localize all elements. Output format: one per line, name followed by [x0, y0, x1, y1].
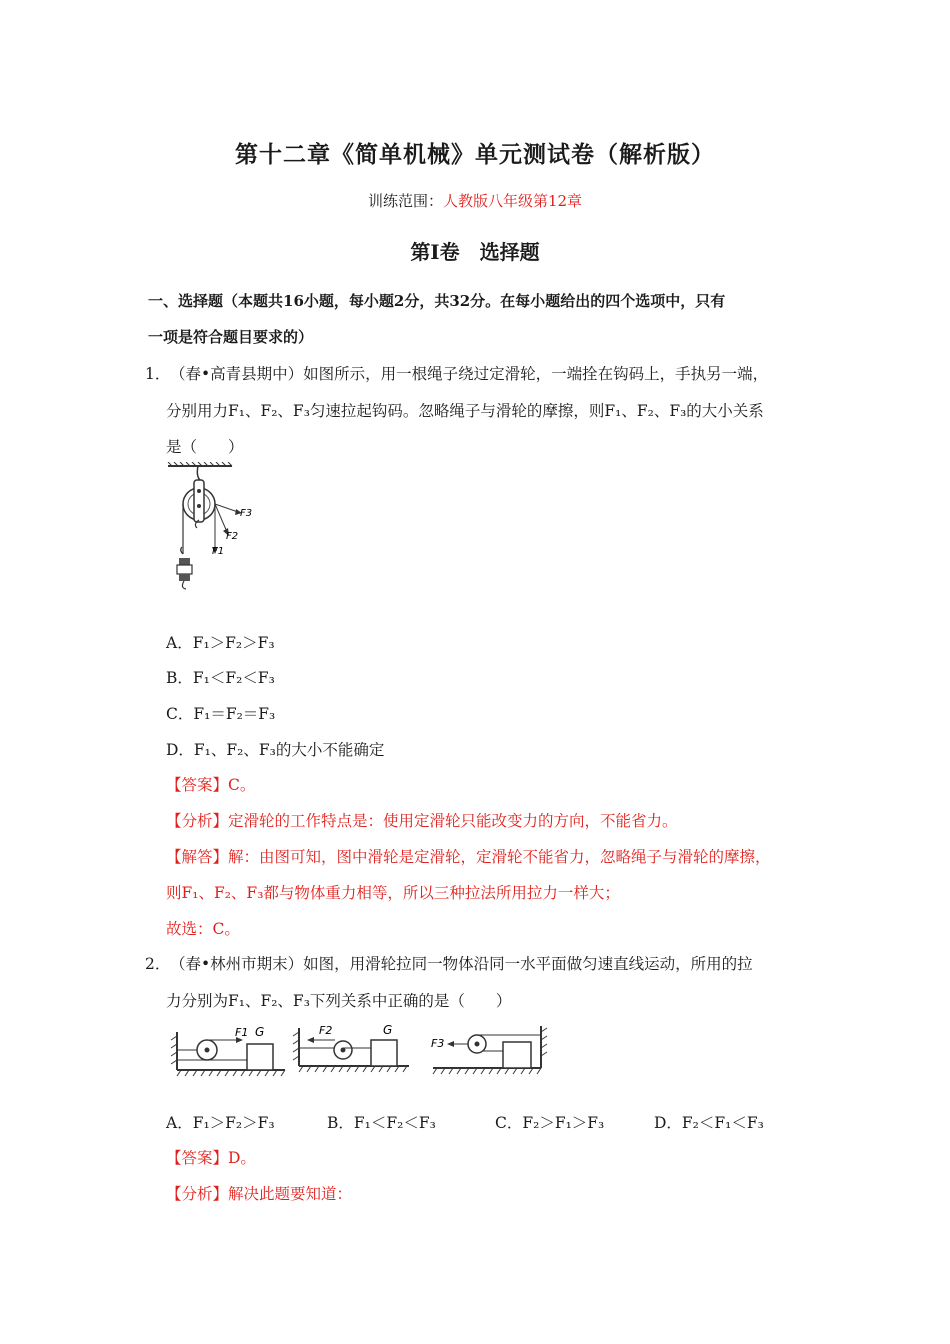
q2-option-c: C．F₂＞F₁＞F₃: [495, 1114, 605, 1132]
q1-stem-line2: 分别用力F₁、F₂、F₃匀速拉起钩码。忽略绳子与滑轮的摩擦，则F₁、F₂、F₃的大小关系: [166, 402, 764, 420]
q2-stem-line2: 力分别为F₁、F₂、F₃下列关系中正确的是（ ）: [166, 992, 512, 1010]
part-title: 第Ⅰ卷 选择题: [410, 240, 540, 264]
q1-option-c: C．F₁＝F₂＝F₃: [166, 705, 276, 723]
q1-answer: 【答案】C。: [166, 776, 256, 794]
q1-analysis: 【分析】定滑轮的工作特点是：使用定滑轮只能改变力的方向，不能省力。: [166, 812, 678, 830]
q1-solution-line2: 则F₁、F₂、F₃都与物体重力相等，所以三种拉法所用拉力一样大；: [166, 884, 620, 902]
q1-conclusion: 故选：C。: [166, 920, 240, 938]
q2-fig3-label-f3: F3: [431, 1037, 445, 1050]
range-value: 人教版八年级第12章: [442, 192, 583, 210]
q2-fig1-label-g: G: [255, 1025, 265, 1039]
q1-stem-line1: （春•高青县期中）如图所示，用一根绳子绕过定滑轮，一端拴在钩码上，手执另一端，: [170, 365, 769, 383]
q2-option-d: D．F₂＜F₁＜F₃: [654, 1114, 764, 1132]
range-label: 训练范围：: [367, 192, 443, 210]
q2-figure-1: [171, 1025, 285, 1076]
q1-label-f2: F2: [226, 531, 239, 542]
q2-figure-2: [293, 1023, 409, 1072]
q1-stem-line3: 是（ ）: [166, 438, 244, 456]
q2-number: 2．: [145, 955, 171, 973]
q2-figure-3: [431, 1026, 547, 1074]
q1-option-b: B．F₁＜F₂＜F₃: [166, 669, 275, 687]
q2-stem-line1: （春•林州市期末）如图，用滑轮拉同一物体沿同一水平面做匀速直线运动，所用的拉: [170, 955, 753, 973]
section-heading-line1: 一、选择题（本题共16小题，每小题2分，共32分。在每小题给出的四个选项中，只有: [148, 292, 726, 310]
q2-fig2-label-f2: F2: [319, 1024, 333, 1037]
q1-label-f1: F1: [212, 546, 225, 557]
q2-fig1-label-f1: F1: [235, 1026, 249, 1039]
q1-label-f3: F3: [240, 508, 253, 519]
q2-pulley-figures: [165, 1022, 555, 1078]
q2-answer: 【答案】D。: [166, 1149, 256, 1167]
document-title: 第十二章《简单机械》单元测试卷（解析版）: [235, 141, 715, 168]
q1-number: 1．: [145, 365, 171, 383]
q1-solution-line1: 【解答】解：由图可知，图中滑轮是定滑轮，定滑轮不能省力，忽略绳子与滑轮的摩擦，: [166, 848, 771, 866]
q1-fixed-pulley-figure: [160, 462, 260, 594]
q1-option-d: D．F₁、F₂、F₃的大小不能确定: [166, 741, 385, 759]
q2-option-b: B．F₁＜F₂＜F₃: [327, 1114, 436, 1132]
q1-option-a: A．F₁＞F₂＞F₃: [166, 634, 275, 652]
section-heading-line2: 一项是符合题目要求的）: [148, 328, 314, 346]
q2-analysis: 【分析】解决此题要知道：: [166, 1185, 353, 1203]
q2-fig2-label-g: G: [383, 1023, 393, 1037]
training-range: [0, 190, 950, 211]
q2-option-a: A．F₁＞F₂＞F₃: [166, 1114, 275, 1132]
